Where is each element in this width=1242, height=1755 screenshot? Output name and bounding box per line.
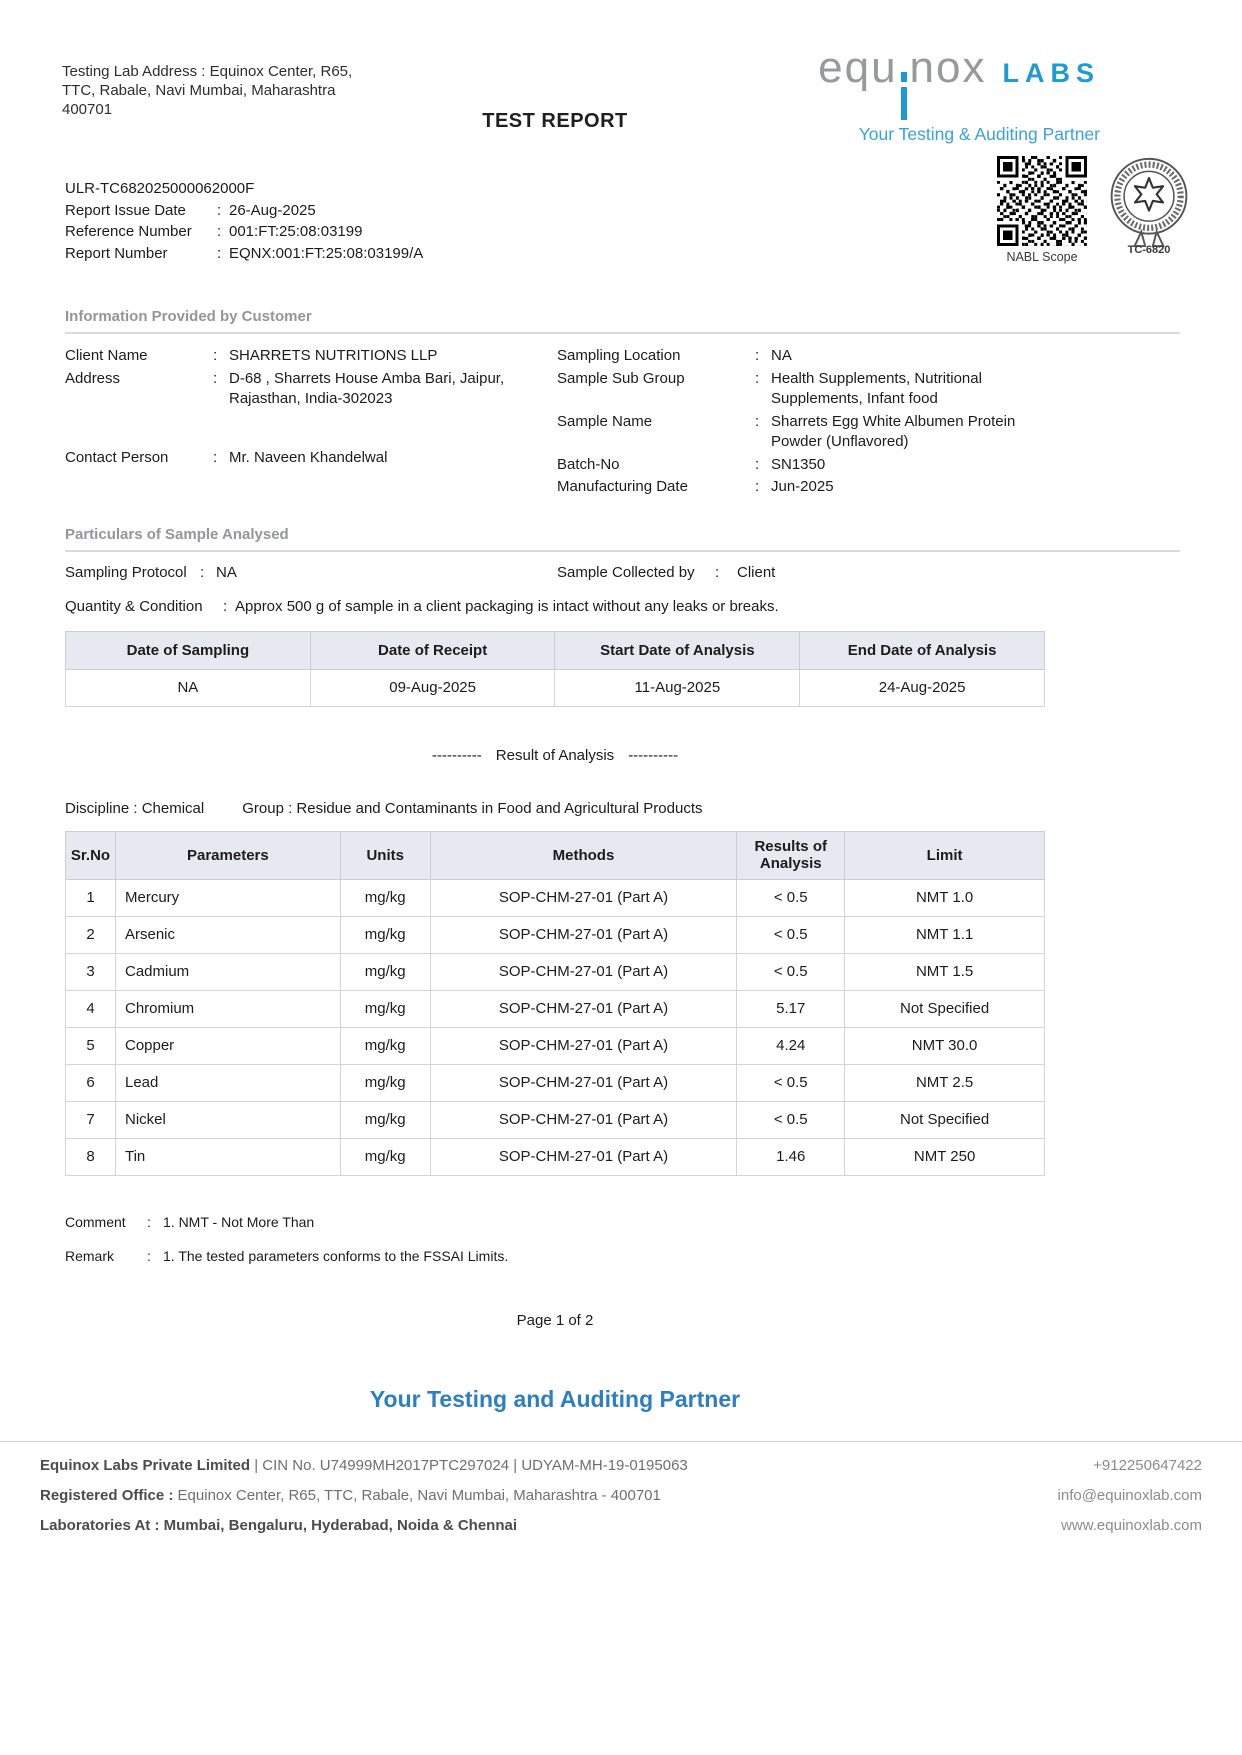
info-label: Manufacturing Date	[557, 478, 688, 495]
page-title: TEST REPORT	[482, 110, 628, 132]
logo-text-equ: equ	[818, 43, 898, 92]
cell-method: SOP-CHM-27-01 (Part A)	[430, 953, 737, 990]
customer-info-left-column	[65, 346, 557, 500]
laboratories-line	[40, 1511, 517, 1541]
cell-units: mg/kg	[340, 1101, 430, 1138]
cell-srno: 2	[66, 916, 116, 953]
info-row-address	[65, 369, 557, 410]
info-label: Sample Collected by	[557, 563, 695, 581]
cell-end-date: 24-Aug-2025	[800, 669, 1045, 706]
page-footer	[0, 1441, 1242, 1541]
table-row	[66, 916, 1045, 953]
nabl-seal-icon	[1106, 156, 1192, 248]
lab-address-line: Testing Lab Address : Equinox Center, R65,	[62, 63, 353, 80]
meta-label: Reference Number	[65, 223, 192, 240]
section-title-customer-info: Information Provided by Customer	[65, 308, 1180, 334]
colon-separator: :	[213, 448, 218, 466]
table-row	[66, 669, 1045, 706]
info-value: Mr. Naveen Khandelwal	[229, 448, 388, 466]
cell-limit: Not Specified	[845, 1101, 1045, 1138]
info-row-sampling-location	[557, 346, 1180, 367]
table-row	[66, 1027, 1045, 1064]
cell-result: 4.24	[737, 1027, 845, 1064]
colon-separator: :	[200, 563, 205, 581]
remark-label: Remark	[65, 1247, 115, 1264]
cell-limit: NMT 1.1	[845, 916, 1045, 953]
info-label: Sampling Location	[557, 347, 681, 364]
info-value: Sharrets Egg White Albumen Protein Powder (Unflavored)	[771, 412, 1016, 450]
page-number: Page 1 of 2	[516, 1312, 594, 1329]
column-header-end-date: End Date of Analysis	[800, 631, 1045, 669]
cell-units: mg/kg	[340, 879, 430, 916]
cell-parameter: Cadmium	[115, 953, 340, 990]
cell-parameter: Chromium	[115, 990, 340, 1027]
meta-row-reference-number	[65, 221, 423, 243]
logo-text-labs: LABS	[1002, 58, 1100, 88]
column-header-results: Results of Analysis	[737, 831, 845, 879]
results-table	[65, 831, 1045, 1176]
logo-wordmark	[818, 43, 1100, 120]
table-row	[66, 1064, 1045, 1101]
info-label: Contact Person	[65, 448, 169, 466]
cell-method: SOP-CHM-27-01 (Part A)	[430, 879, 737, 916]
colon-separator: :	[715, 563, 720, 581]
meta-label: Report Number	[65, 244, 168, 262]
colon-separator: :	[755, 369, 760, 387]
meta-row-report-number	[65, 243, 423, 265]
colon-separator: :	[213, 369, 218, 387]
info-value: NA	[771, 347, 792, 364]
column-header-parameters: Parameters	[115, 831, 340, 879]
discipline-group-row	[65, 800, 1180, 817]
info-label: Sample Sub Group	[557, 369, 685, 387]
cell-parameter: Tin	[115, 1138, 340, 1175]
remark-text: 1. The tested parameters conforms to the FSSAI Limits.	[163, 1247, 509, 1264]
info-row-sample-name	[557, 412, 1180, 453]
cell-method: SOP-CHM-27-01 (Part A)	[430, 1101, 737, 1138]
info-value: Client	[737, 563, 776, 581]
cell-result: 1.46	[737, 1138, 845, 1175]
lab-address-line: 400701	[62, 101, 113, 118]
equinox-labs-logo	[818, 43, 1100, 145]
logo-i-dot	[901, 72, 907, 82]
cell-parameter: Nickel	[115, 1101, 340, 1138]
table-row	[66, 879, 1045, 916]
cell-method: SOP-CHM-27-01 (Part A)	[430, 1138, 737, 1175]
colon-separator: :	[755, 412, 760, 430]
info-label: Client Name	[65, 347, 148, 364]
cell-method: SOP-CHM-27-01 (Part A)	[430, 1064, 737, 1101]
info-label: Quantity & Condition	[65, 597, 203, 615]
divider-label: Result of Analysis	[495, 746, 615, 764]
column-header-units: Units	[340, 831, 430, 879]
info-value: D-68 , Sharrets House Amba Bari, Jaipur, Rajasthan, India-302023	[229, 369, 505, 407]
cell-result: < 0.5	[737, 953, 845, 990]
colon-separator: :	[755, 478, 760, 495]
cell-date-of-receipt: 09-Aug-2025	[310, 669, 555, 706]
cell-units: mg/kg	[340, 1138, 430, 1175]
logo-text-nox: nox	[909, 43, 987, 92]
remark-row	[65, 1248, 925, 1264]
cell-method: SOP-CHM-27-01 (Part A)	[430, 990, 737, 1027]
footer-row-laboratories	[40, 1511, 1202, 1541]
cell-units: mg/kg	[340, 1027, 430, 1064]
cell-units: mg/kg	[340, 990, 430, 1027]
column-header-date-of-receipt: Date of Receipt	[310, 631, 555, 669]
table-header-row	[66, 631, 1045, 669]
cell-units: mg/kg	[340, 953, 430, 990]
column-header-srno: Sr.No	[66, 831, 116, 879]
logo-i-stem	[901, 87, 907, 120]
particulars-rows	[65, 564, 1180, 581]
cell-limit: NMT 1.5	[845, 953, 1045, 990]
logo-tagline: Your Testing & Auditing Partner	[858, 124, 1100, 144]
cell-units: mg/kg	[340, 1064, 430, 1101]
cell-result: < 0.5	[737, 879, 845, 916]
registered-office-label: Registered Office :	[40, 1487, 174, 1504]
company-name: Equinox Labs Private Limited	[40, 1457, 251, 1474]
report-body	[0, 308, 1242, 1264]
qr-code-icon	[997, 156, 1087, 246]
colon-separator: :	[217, 223, 222, 240]
cell-parameter: Mercury	[115, 879, 340, 916]
cell-limit: NMT 30.0	[845, 1027, 1045, 1064]
cell-limit: NMT 1.0	[845, 879, 1045, 916]
meta-row-report-issue-date	[65, 200, 423, 222]
footer-row-office	[40, 1481, 1202, 1511]
cell-parameter: Lead	[115, 1064, 340, 1101]
column-header-methods: Methods	[430, 831, 737, 879]
customer-info-right-column	[557, 346, 1180, 500]
info-value: SHARRETS NUTRITIONS LLP	[229, 347, 438, 364]
table-row	[66, 1138, 1045, 1175]
info-value: SN1350	[771, 455, 826, 473]
cell-result: < 0.5	[737, 1101, 845, 1138]
meta-label: Report Issue Date	[65, 201, 186, 219]
footer-email: info@equinoxlab.com	[1057, 1487, 1202, 1504]
customer-info-grid	[65, 346, 1180, 500]
qr-caption: NABL Scope	[1006, 250, 1078, 264]
report-meta	[65, 178, 423, 264]
cell-method: SOP-CHM-27-01 (Part A)	[430, 1027, 737, 1064]
colon-separator: :	[213, 347, 218, 364]
meta-value: 26-Aug-2025	[229, 201, 316, 219]
info-row-batch-no	[557, 455, 1180, 476]
column-header-limit: Limit	[845, 831, 1045, 879]
footer-website: www.equinoxlab.com	[1061, 1517, 1202, 1534]
info-row-contact-person	[65, 448, 557, 469]
colon-separator: :	[755, 347, 760, 364]
cell-parameter: Arsenic	[115, 916, 340, 953]
comment-label: Comment	[65, 1213, 126, 1230]
info-row-sample-sub-group	[557, 369, 1180, 410]
ulr-number: ULR-TC682025000062000F	[65, 180, 255, 197]
info-value: Health Supplements, Nutritional Supplements, Infant food	[771, 369, 982, 407]
cell-limit: Not Specified	[845, 990, 1045, 1027]
result-of-analysis-divider	[65, 747, 1045, 764]
row-sample-collected-by	[557, 564, 775, 581]
divider-dashes: ----------	[431, 746, 482, 764]
report-header	[0, 0, 1242, 300]
row-sampling-protocol	[65, 564, 557, 581]
meta-value: 001:FT:25:08:03199	[229, 223, 363, 240]
info-row-manufacturing-date	[557, 477, 1180, 498]
table-row	[66, 1101, 1045, 1138]
logo-i-icon	[901, 72, 907, 120]
info-value: Approx 500 g of sample in a client packaging is intact without any leaks or breaks.	[235, 597, 779, 615]
cell-srno: 1	[66, 879, 116, 916]
cell-result: < 0.5	[737, 1064, 845, 1101]
company-registration: | CIN No. U74999MH2017PTC297024 | UDYAM-MH-19-0195063	[254, 1457, 688, 1474]
lab-address-line: TTC, Rabale, Navi Mumbai, Maharashtra	[62, 82, 336, 99]
cell-date-of-sampling: NA	[66, 669, 311, 706]
cell-method: SOP-CHM-27-01 (Part A)	[430, 916, 737, 953]
colon-separator: :	[223, 597, 228, 615]
colon-separator: :	[755, 455, 760, 473]
cell-srno: 8	[66, 1138, 116, 1175]
cell-srno: 3	[66, 953, 116, 990]
row-quantity-condition	[65, 598, 1180, 615]
divider-dashes: ----------	[628, 746, 679, 764]
table-row	[66, 990, 1045, 1027]
cell-result: < 0.5	[737, 916, 845, 953]
cell-units: mg/kg	[340, 916, 430, 953]
colon-separator: :	[147, 1213, 151, 1230]
info-label: Address	[65, 369, 121, 387]
cell-srno: 5	[66, 1027, 116, 1064]
group-label: Group : Residue and Contaminants in Food and Agricultural Products	[242, 799, 703, 817]
laboratories-cities: Mumbai, Bengaluru, Hyderabad, Noida & Chennai	[163, 1517, 518, 1534]
registered-office-line	[40, 1481, 661, 1511]
company-line	[40, 1451, 688, 1481]
cell-limit: NMT 2.5	[845, 1064, 1045, 1101]
comment-text: 1. NMT - Not More Than	[163, 1213, 315, 1230]
colon-separator: :	[147, 1247, 151, 1264]
colon-separator: :	[217, 201, 222, 219]
cell-limit: NMT 250	[845, 1138, 1045, 1175]
laboratories-label: Laboratories At :	[40, 1517, 160, 1534]
cell-start-date: 11-Aug-2025	[555, 669, 800, 706]
info-label: Sampling Protocol	[65, 563, 187, 581]
column-header-start-date: Start Date of Analysis	[555, 631, 800, 669]
table-row	[66, 953, 1045, 990]
colon-separator: :	[217, 244, 222, 262]
footer-row-company	[40, 1451, 1202, 1481]
info-row-client-name	[65, 346, 557, 367]
table-header-row	[66, 831, 1045, 879]
footer-phone: +912250647422	[1093, 1457, 1202, 1474]
analysis-dates-table	[65, 631, 1045, 707]
registered-office-address: Equinox Center, R65, TTC, Rabale, Navi Mumbai, Maharashtra - 400701	[177, 1487, 661, 1504]
info-value: NA	[216, 563, 237, 581]
info-label: Sample Name	[557, 412, 653, 430]
cell-srno: 6	[66, 1064, 116, 1101]
cell-parameter: Copper	[115, 1027, 340, 1064]
section-title-particulars: Particulars of Sample Analysed	[65, 526, 1180, 552]
column-header-date-of-sampling: Date of Sampling	[66, 631, 311, 669]
comment-row	[65, 1214, 925, 1230]
discipline-label: Discipline : Chemical	[65, 799, 205, 817]
cell-srno: 4	[66, 990, 116, 1027]
footer-tagline: Your Testing and Auditing Partner	[369, 1386, 741, 1412]
cell-srno: 7	[66, 1101, 116, 1138]
seal-caption: TC-6820	[1127, 244, 1171, 256]
info-label: Batch-No	[557, 455, 620, 473]
cell-result: 5.17	[737, 990, 845, 1027]
info-value: Jun-2025	[771, 478, 834, 495]
meta-value: EQNX:001:FT:25:08:03199/A	[229, 244, 424, 262]
